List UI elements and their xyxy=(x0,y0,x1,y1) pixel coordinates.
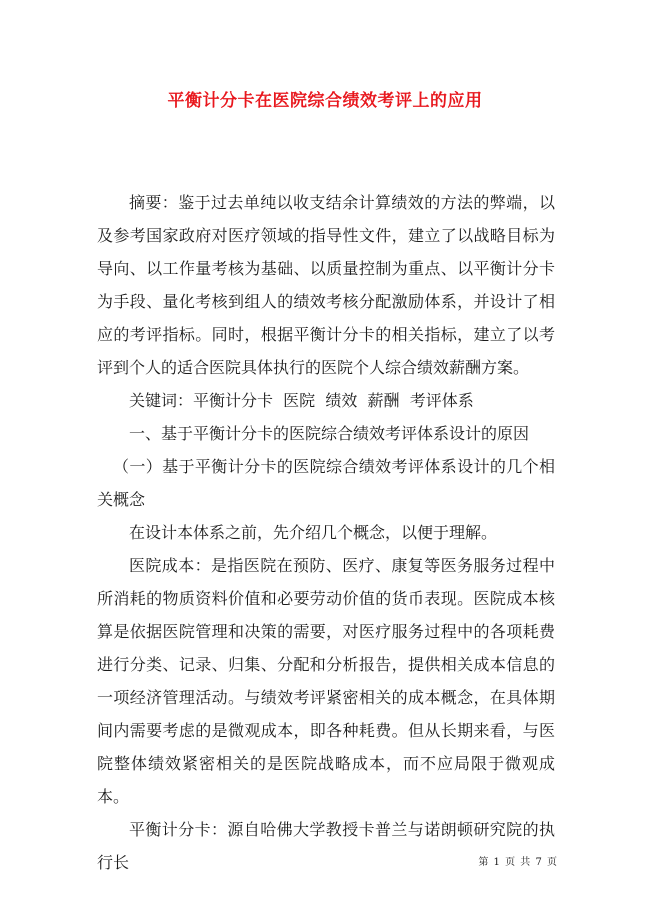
subsection-heading-1: （一）基于平衡计分卡的医院综合绩效考评体系设计的几个相关概念 xyxy=(97,457,555,509)
hospital-cost-paragraph: 医院成本：是指医院在预防、医疗、康复等医务服务过程中所消耗的物质资料价值和必要劳动价值的货币表现。医院成本核算是依据医院管理和决策的需要，对医疗服务过程中的各项耗费进行分类、记录、归集、分配和分析报告，提供相关成本信息的一项经济管理活动。与绩效考评紧密相关的成本概念，在具体期间内需要考虑的是微观成本，即各种耗费。但从长期来看，与医院整体绩效紧密相关的是医院战略成本，而不应局限于微观成本。 xyxy=(97,556,555,806)
page-number-footer: 第 1 页 共 7 页 xyxy=(478,857,558,868)
document-title: 平衡计分卡在医院综合绩效考评上的应用 xyxy=(167,91,483,111)
abstract-paragraph: 摘要：鉴于过去单纯以收支结余计算绩效的方法的弊端，以及参考国家政府对医疗领域的指导性文件，建立了以战略目标为导向、以工作量考核为基础、以质量控制为重点、以平衡计分卡为手段、量化考核到组人的绩效考核分配激励体系，并设计了相应的考评指标。同时，根据平衡计分卡的相关指标，建立了以考评到个人的适合医院具体执行的医院个人综合绩效薪酬方案。 xyxy=(97,193,555,377)
keywords-paragraph: 关键词：平衡计分卡 医院 绩效 薪酬 考评体系 xyxy=(129,391,474,410)
balanced-scorecard-paragraph: 平衡计分卡：源自哈佛大学教授卡普兰与诺朗顿研究院的执行长 xyxy=(97,820,555,872)
intro-paragraph: 在设计本体系之前，先介绍几个概念，以便于理解。 xyxy=(129,523,498,542)
document-body xyxy=(97,186,555,879)
section-heading-1: 一、基于平衡计分卡的医院综合绩效考评体系设计的原因 xyxy=(129,424,530,443)
